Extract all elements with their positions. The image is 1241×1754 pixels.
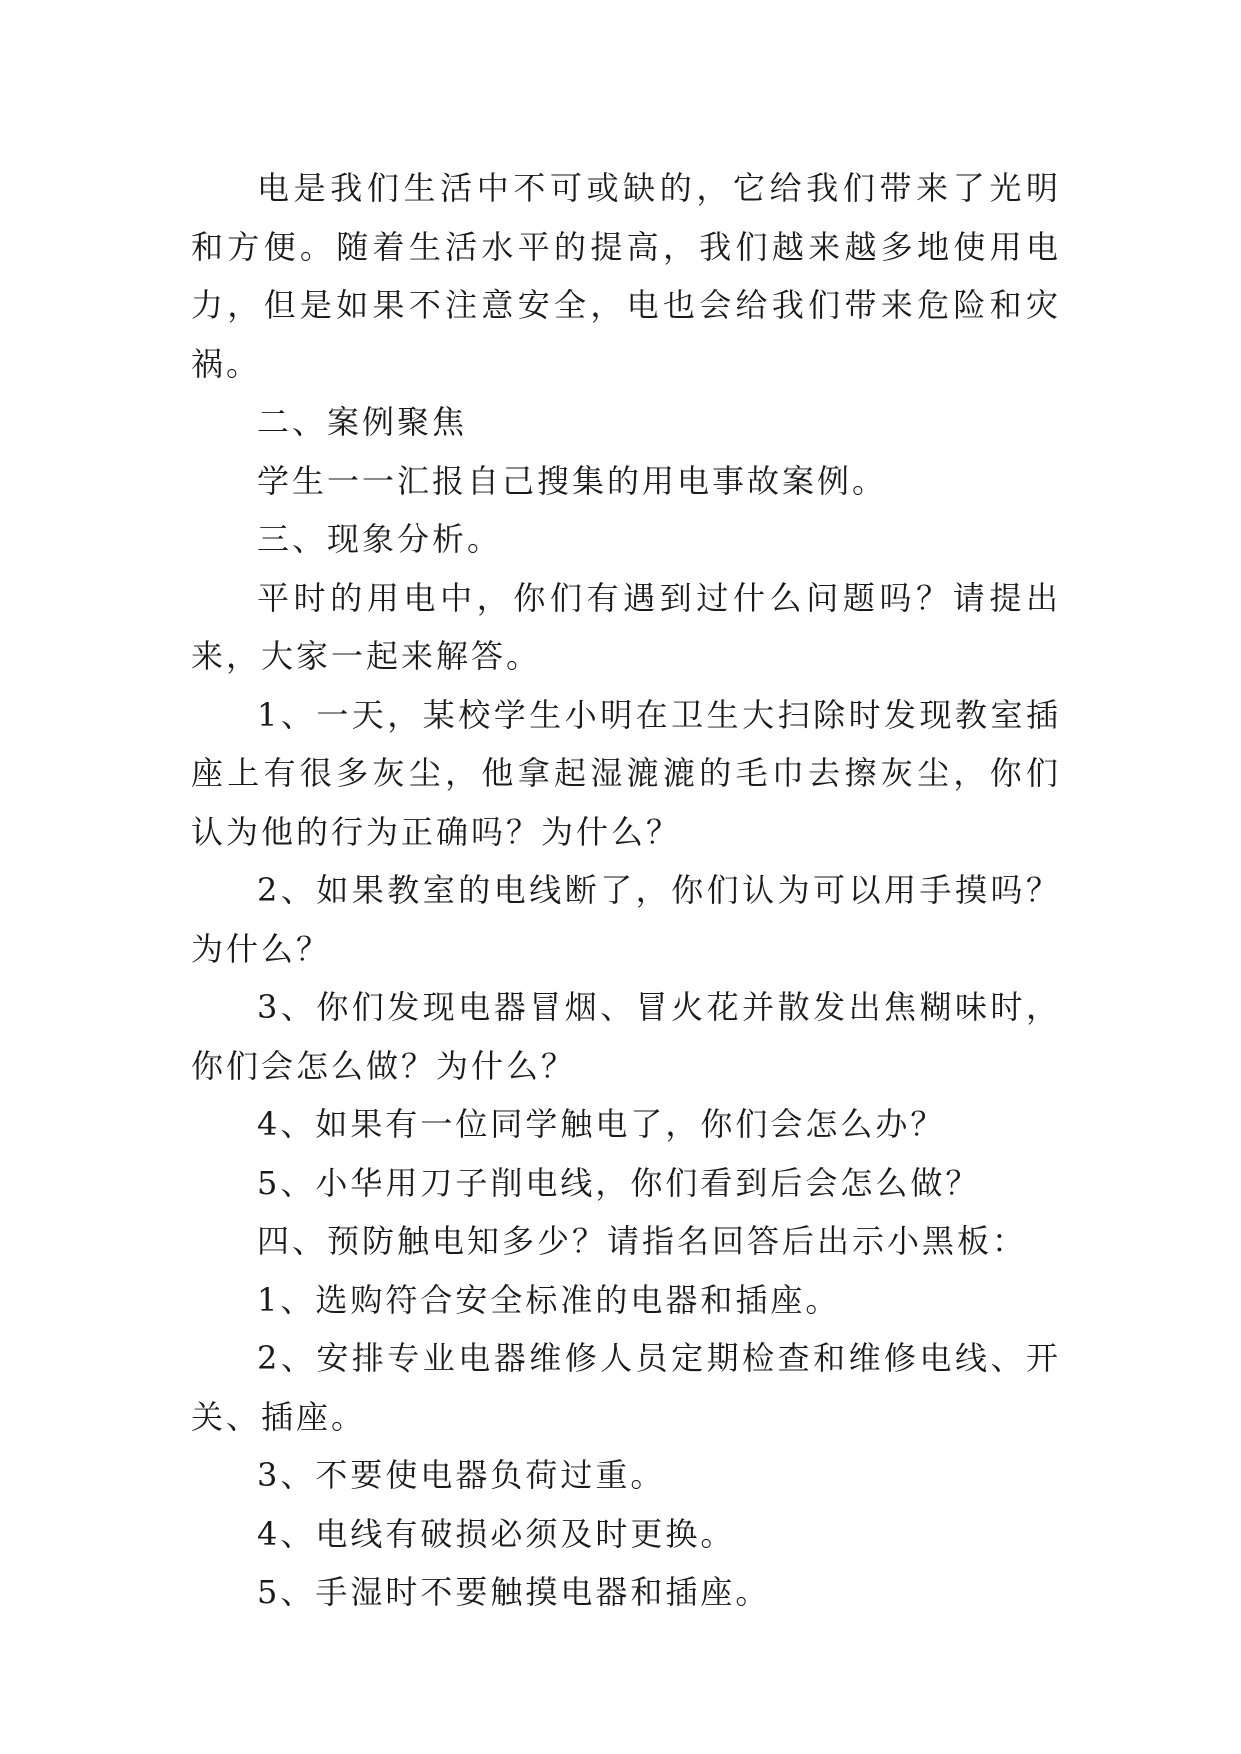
paragraph-question-prompt: 平时的用电中，你们有遇到过什么问题吗？请提出来，大家一起来解答。 xyxy=(191,578,1061,675)
prevention-item-4: 4、电线有破损必须及时更换。 xyxy=(257,1514,736,1553)
prevention-item-5: 5、手湿时不要触摸电器和插座。 xyxy=(257,1573,771,1611)
section-heading-prevention: 四、预防触电知多少？请指名回答后出示小黑板： xyxy=(257,1222,1028,1260)
section-heading-analysis: 三、现象分析。 xyxy=(257,520,503,558)
question-item-1: 1、一天，某校学生小明在卫生大扫除时发现教室插座上有很多灰尘，他拿起湿漉漉的毛巾去擦灰尘，你们认为他的行为正确吗？为什么？ xyxy=(191,695,1061,851)
paragraph-student-report: 学生一一汇报自己搜集的用电事故案例。 xyxy=(257,461,888,500)
document-body xyxy=(191,159,1061,1622)
prevention-item-3: 3、不要使电器负荷过重。 xyxy=(257,1456,666,1494)
question-item-2: 2、如果教室的电线断了，你们认为可以用手摸吗？为什么？ xyxy=(191,871,1061,968)
question-item-5: 5、小华用刀子削电线，你们看到后会怎么做？ xyxy=(257,1163,981,1202)
question-item-3: 3、你们发现电器冒烟、冒火花并散发出焦糊味时，你们会怎么做？为什么？ xyxy=(191,988,1061,1085)
intro-paragraph: 电是我们生活中不可或缺的，它给我们带来了光明和方便。随着生活水平的提高，我们越来越多地使用电力，但是如果不注意安全，电也会给我们带来危险和灾祸。 xyxy=(191,169,1061,383)
prevention-item-2: 2、安排专业电器维修人员定期检查和维修电线、开关、插座。 xyxy=(191,1339,1061,1436)
question-item-4: 4、如果有一位同学触电了，你们会怎么办？ xyxy=(257,1105,946,1143)
prevention-item-1: 1、选购符合安全标准的电器和插座。 xyxy=(257,1280,841,1319)
section-heading-case-focus: 二、案例聚焦 xyxy=(257,403,468,441)
